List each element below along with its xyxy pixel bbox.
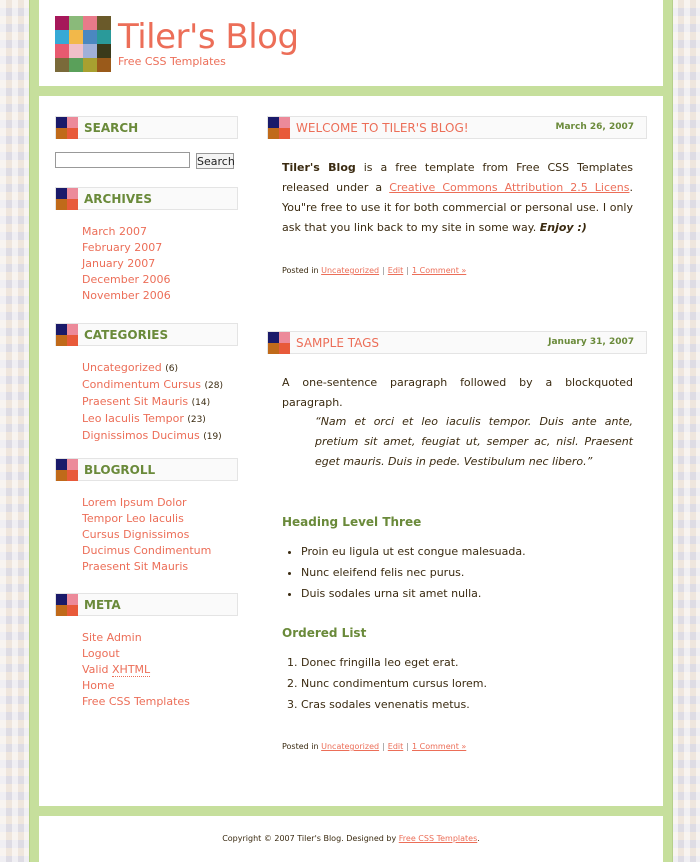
list-item: [82, 428, 223, 445]
icon-tile: [56, 188, 67, 199]
meta-link[interactable]: Site Admin: [82, 631, 142, 644]
section-icon: [56, 459, 78, 481]
logo-tile: [97, 58, 111, 72]
category-count: (14): [191, 398, 211, 408]
icon-tile: [56, 128, 67, 139]
list-item: [82, 256, 171, 272]
icon-tile: [268, 332, 279, 343]
list-item: [82, 630, 190, 646]
logo-tile: [55, 30, 69, 44]
section-icon: [268, 117, 290, 139]
logo-tile: [83, 44, 97, 58]
icon-tile: [268, 117, 279, 128]
icon-tile: [67, 470, 78, 481]
archives-list: [82, 224, 171, 304]
blogroll-link[interactable]: Praesent Sit Mauris: [82, 560, 189, 573]
page-frame: [29, 0, 673, 862]
icon-tile: [67, 594, 78, 605]
meta-link[interactable]: Logout: [82, 647, 120, 660]
comments-link[interactable]: 1 Comment »: [412, 742, 467, 751]
logo-tile: [69, 58, 83, 72]
logo-tile: [83, 16, 97, 30]
post-meta: [282, 266, 466, 275]
archives-heading: ARCHIVES: [84, 192, 152, 206]
archive-link[interactable]: January 2007: [82, 257, 156, 270]
logo-tile: [83, 30, 97, 44]
section-icon: [56, 594, 78, 616]
list-item: [82, 377, 223, 394]
list-item: [82, 694, 190, 710]
blogroll-link[interactable]: Ducimus Condimentum: [82, 544, 212, 557]
meta-link[interactable]: Valid: [82, 663, 109, 676]
archive-link[interactable]: November 2006: [82, 289, 171, 302]
post-text: is a free template from Free CSS Templates released under a: [282, 161, 633, 194]
posted-in-label: Posted in: [282, 266, 319, 275]
meta-heading-bar: [55, 593, 238, 616]
meta-link[interactable]: Home: [82, 679, 115, 692]
icon-tile: [56, 324, 67, 335]
content: [39, 96, 663, 806]
site-title[interactable]: Tiler's Blog: [118, 17, 299, 57]
list-item: [82, 240, 171, 256]
post-enjoy: Enjoy :): [539, 221, 587, 234]
meta-list: [82, 630, 190, 710]
posted-in-label: Posted in: [282, 742, 319, 751]
list-item: [82, 543, 211, 559]
section-icon: [56, 188, 78, 210]
icon-tile: [67, 128, 78, 139]
icon-tile: [268, 128, 279, 139]
logo-tile: [69, 30, 83, 44]
post-title[interactable]: SAMPLE TAGS: [296, 336, 380, 350]
list-item: [82, 511, 211, 527]
logo-tile: [97, 44, 111, 58]
license-link[interactable]: Creative Commons Attribution 2.5 Licens: [389, 181, 630, 194]
list-item: [82, 678, 190, 694]
footer-text: [39, 834, 663, 843]
icon-tile: [67, 459, 78, 470]
icon-tile: [279, 343, 290, 354]
category-count: (6): [165, 364, 178, 374]
icon-tile: [56, 199, 67, 210]
post-heading-bar: [267, 331, 647, 354]
section-icon: [268, 332, 290, 354]
list-item: [82, 224, 171, 240]
logo-tile: [69, 44, 83, 58]
category-count: (19): [203, 432, 222, 442]
footer: [39, 816, 663, 862]
ordered-list: [301, 652, 487, 715]
logo-tile: [97, 16, 111, 30]
icon-tile: [67, 117, 78, 128]
icon-tile: [279, 117, 290, 128]
archive-link[interactable]: February 2007: [82, 241, 163, 254]
edit-link[interactable]: Edit: [387, 742, 404, 751]
archive-link[interactable]: December 2006: [82, 273, 171, 286]
list-item: [82, 559, 211, 575]
blogroll-heading: BLOGROLL: [84, 463, 156, 477]
logo-tile: [69, 16, 83, 30]
post-intro: A one-sentence paragraph followed by a blockquoted paragraph.: [282, 376, 633, 409]
post-body: [282, 158, 633, 238]
post-meta: [282, 742, 466, 751]
icon-tile: [268, 343, 279, 354]
post-date: March 26, 2007: [555, 122, 634, 132]
meta-separator: |: [382, 266, 385, 275]
heading-level-three: Heading Level Three: [282, 515, 422, 529]
ordered-list-heading: Ordered List: [282, 626, 367, 640]
icon-tile: [56, 605, 67, 616]
icon-tile: [56, 594, 67, 605]
section-icon: [56, 117, 78, 139]
list-item: 2. Nunc condimentum cursus lorem.: [301, 673, 487, 694]
categories-heading: CATEGORIES: [84, 328, 169, 342]
copyright-text: Copyright © 2007 Tiler's Blog. Designed by: [222, 834, 399, 843]
category-count: (28): [204, 381, 223, 391]
blogroll-link[interactable]: Cursus Dignissimos: [82, 528, 190, 541]
archive-link[interactable]: March 2007: [82, 225, 148, 238]
category-link[interactable]: Dignissimos Ducimus: [82, 429, 200, 442]
section-icon: [56, 324, 78, 346]
edit-link[interactable]: Edit: [387, 266, 404, 275]
logo-tile: [55, 58, 69, 72]
list-item: [82, 646, 190, 662]
site-subtitle: Free CSS Templates: [118, 55, 226, 68]
icon-tile: [67, 188, 78, 199]
icon-tile: [56, 470, 67, 481]
post-text: . You"re free to use it for both commercial or personal use. I only ask that you link back to my site in some way.: [282, 181, 633, 234]
list-item: 3. Cras sodales venenatis metus.: [301, 694, 487, 715]
category-link[interactable]: Leo Iaculis Tempor: [82, 412, 184, 425]
category-link[interactable]: Condimentum Cursus: [82, 378, 201, 391]
post-title[interactable]: WELCOME TO TILER'S BLOG!: [296, 121, 469, 135]
icon-tile: [67, 199, 78, 210]
list-item: [82, 662, 190, 678]
meta-heading: META: [84, 598, 121, 612]
post-date: January 31, 2007: [548, 337, 634, 347]
icon-tile: [56, 117, 67, 128]
post-heading-bar: [267, 116, 647, 139]
blogroll-heading-bar: [55, 458, 238, 481]
icon-tile: [67, 605, 78, 616]
list-item: [82, 394, 223, 411]
category-link[interactable]: Uncategorized: [321, 742, 380, 751]
list-item: [82, 288, 171, 304]
meta-link[interactable]: XHTML: [112, 663, 151, 676]
icon-tile: [67, 335, 78, 346]
logo-mosaic-icon: [55, 16, 111, 72]
category-count: (23): [187, 415, 206, 425]
icon-tile: [279, 128, 290, 139]
list-item: • Duis sodales urna sit amet nulla.: [301, 583, 526, 604]
logo-tile: [55, 16, 69, 30]
comments-link[interactable]: 1 Comment »: [412, 266, 467, 275]
bullet-list: [301, 541, 526, 604]
blogroll-link[interactable]: Lorem Ipsum Dolor: [82, 496, 187, 509]
blockquote: “Nam et orci et leo iaculis tempor. Duis ante ante, pretium sit amet, feugiat ut, semper ac, nisl. Praesent eget mauris. Duis in pede. Vestibulum nec libero.”: [315, 415, 633, 468]
list-item: • Proin eu ligula ut est congue malesuada.: [301, 541, 526, 562]
icon-tile: [279, 332, 290, 343]
list-item: [82, 360, 223, 377]
categories-heading-bar: [55, 323, 238, 346]
search-button[interactable]: Search: [197, 154, 235, 168]
meta-separator: |: [406, 266, 409, 275]
logo-tile: [97, 30, 111, 44]
list-item: [82, 272, 171, 288]
list-item: • Nunc eleifend felis nec purus.: [301, 562, 526, 583]
post-bold: Tiler's Blog: [282, 161, 356, 174]
list-item: [82, 411, 223, 428]
category-link[interactable]: Uncategorized: [82, 361, 162, 374]
search-heading-bar: [55, 116, 238, 139]
meta-link[interactable]: Free CSS Templates: [82, 695, 190, 708]
list-item: 1. Donec fringilla leo eget erat.: [301, 652, 487, 673]
meta-separator: |: [406, 742, 409, 751]
icon-tile: [56, 335, 67, 346]
icon-tile: [56, 459, 67, 470]
footer-end: .: [477, 834, 480, 843]
archives-heading-bar: [55, 187, 238, 210]
meta-separator: |: [382, 742, 385, 751]
list-item: [82, 527, 211, 543]
blogroll-list: [82, 495, 211, 575]
logo-tile: [55, 44, 69, 58]
search-heading: SEARCH: [84, 121, 139, 135]
list-item: [82, 495, 211, 511]
header: [39, 0, 663, 86]
categories-list: [82, 360, 223, 445]
logo-tile: [83, 58, 97, 72]
blogroll-link[interactable]: Tempor Leo Iaculis: [82, 512, 184, 525]
search-input[interactable]: [55, 152, 190, 168]
category-link[interactable]: Uncategorized: [321, 266, 380, 275]
icon-tile: [67, 324, 78, 335]
footer-link[interactable]: Free CSS Templates: [398, 834, 478, 843]
category-link[interactable]: Praesent Sit Mauris: [82, 395, 189, 408]
